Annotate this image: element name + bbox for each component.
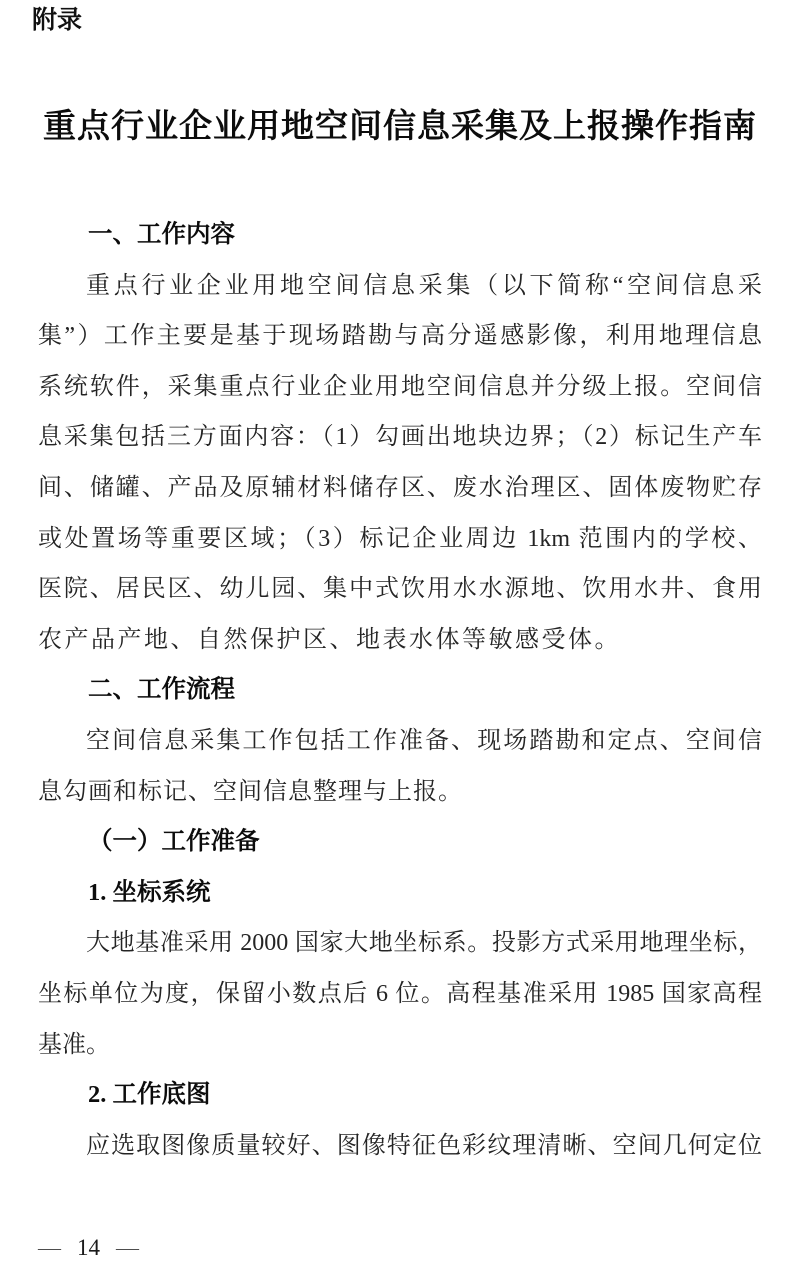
text-line: 坐标单位为度，保留小数点后 6 位。高程基准采用 1985 国家高程 xyxy=(38,980,762,1007)
text-line: 息勾画和标记、空间信息整理与上报。 xyxy=(38,778,463,805)
text-line: 集”）工作主要是基于现场踏勘与高分遥感影像，利用地理信息 xyxy=(38,323,762,350)
text-line: 或处置场等重要区域；（3）标记企业周边 1km 范围内的学校、 xyxy=(38,525,762,552)
section-heading-1: 一、工作内容 xyxy=(88,221,235,248)
text-line: 系统软件，采集重点行业企业用地空间信息并分级上报。空间信 xyxy=(38,373,762,400)
footer-page-number: 14 xyxy=(77,1235,100,1260)
section-heading-2: 二、工作流程 xyxy=(88,676,235,704)
text-line: 基准。 xyxy=(38,1031,110,1058)
text-line: 农产品产地、自然保护区、地表水体等敏感受体。 xyxy=(38,626,621,653)
text-line: 重点行业企业用地空间信息采集（以下简称“空间信息采 xyxy=(86,272,762,299)
footer-dash-left: — xyxy=(38,1236,61,1259)
paragraph-3 xyxy=(38,918,762,1070)
item-heading-1: 1. 坐标系统 xyxy=(88,878,211,906)
text-line: 大地基准采用 2000 国家大地坐标系。投影方式采用地理坐标， xyxy=(86,930,762,957)
item-heading-2: 2. 工作底图 xyxy=(88,1081,211,1109)
document-body xyxy=(38,210,762,1171)
paragraph-1 xyxy=(38,261,762,666)
text-line: 医院、居民区、幼儿园、集中式饮用水水源地、饮用水井、食用 xyxy=(38,576,762,603)
text-line: 息采集包括三方面内容：（1）勾画出地块边界；（2）标记生产车 xyxy=(38,424,762,451)
appendix-label: 附录 xyxy=(32,6,83,34)
paragraph-2 xyxy=(38,716,762,817)
text-line: 间、储罐、产品及原辅材料储存区、废水治理区、固体废物贮存 xyxy=(38,474,762,501)
text-line: 空间信息采集工作包括工作准备、现场踏勘和定点、空间信 xyxy=(86,727,762,754)
paragraph-4 xyxy=(38,1121,762,1172)
text-line: 应选取图像质量较好、图像特征色彩纹理清晰、空间几何定位 xyxy=(86,1132,762,1159)
page-footer xyxy=(38,1232,139,1264)
footer-dash-right: — xyxy=(116,1236,139,1259)
document-title: 重点行业企业用地空间信息采集及上报操作指南 xyxy=(43,107,757,144)
subsection-heading-1: （一）工作准备 xyxy=(88,828,260,856)
